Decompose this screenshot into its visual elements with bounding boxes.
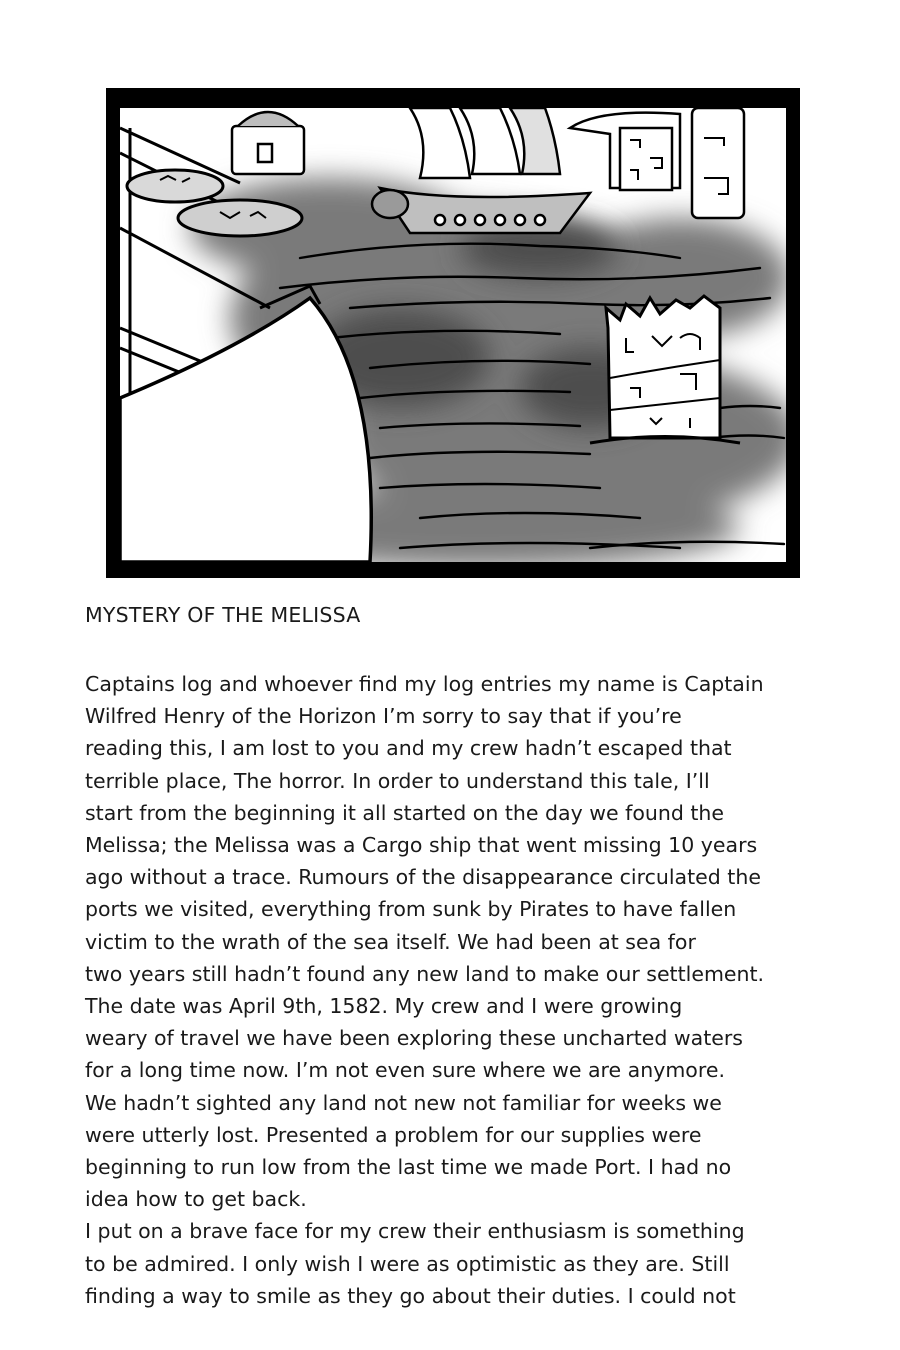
comic-panel (106, 88, 800, 578)
body-line: reading this, I am lost to you and my crew hadn’t escaped that (85, 736, 732, 761)
story-title: MYSTERY OF THE MELISSA (85, 603, 361, 627)
body-line: weary of travel we have been exploring these uncharted waters (85, 1026, 743, 1051)
body-line: We hadn’t sighted any land not new not familiar for weeks we (85, 1090, 722, 1115)
body-line: two years still hadn’t found any new land to make our settlement. (85, 961, 765, 986)
body-line: for a long time now. I’m not even sure where we are anymore. (85, 1058, 725, 1083)
body-line: finding a way to smile as they go about their duties. I could not (85, 1283, 736, 1308)
ocean-ruins-illustration (120, 108, 786, 562)
body-line: ago without a trace. Rumours of the disappearance circulated the (85, 865, 761, 890)
body-line: start from the beginning it all started on the day we found the (85, 800, 725, 825)
body-line: The date was April 9th, 1582. My crew and I were growing (85, 994, 683, 1019)
body-line: I put on a brave face for my crew their enthusiasm is something (85, 1219, 745, 1244)
body-line: terrible place, The horror. In order to understand this tale, I’ll (85, 768, 710, 793)
body-line: idea how to get back. (85, 1187, 307, 1212)
story-body (85, 668, 830, 1312)
body-line: Melissa; the Melissa was a Cargo ship that went missing 10 years (85, 833, 758, 858)
body-line: were utterly lost. Presented a problem for our supplies were (85, 1122, 702, 1147)
body-line: victim to the wrath of the sea itself. We had been at sea for (85, 929, 696, 954)
body-line: beginning to run low from the last time we made Port. I had no (85, 1155, 732, 1180)
body-line: to be admired. I only wish I were as optimistic as they are. Still (85, 1251, 730, 1276)
body-line: Wilfred Henry of the Horizon I’m sorry to say that if you’re (85, 704, 682, 729)
body-line: ports we visited, everything from sunk by Pirates to have fallen (85, 897, 737, 922)
body-line: Captains log and whoever find my log entries my name is Captain (85, 672, 764, 696)
